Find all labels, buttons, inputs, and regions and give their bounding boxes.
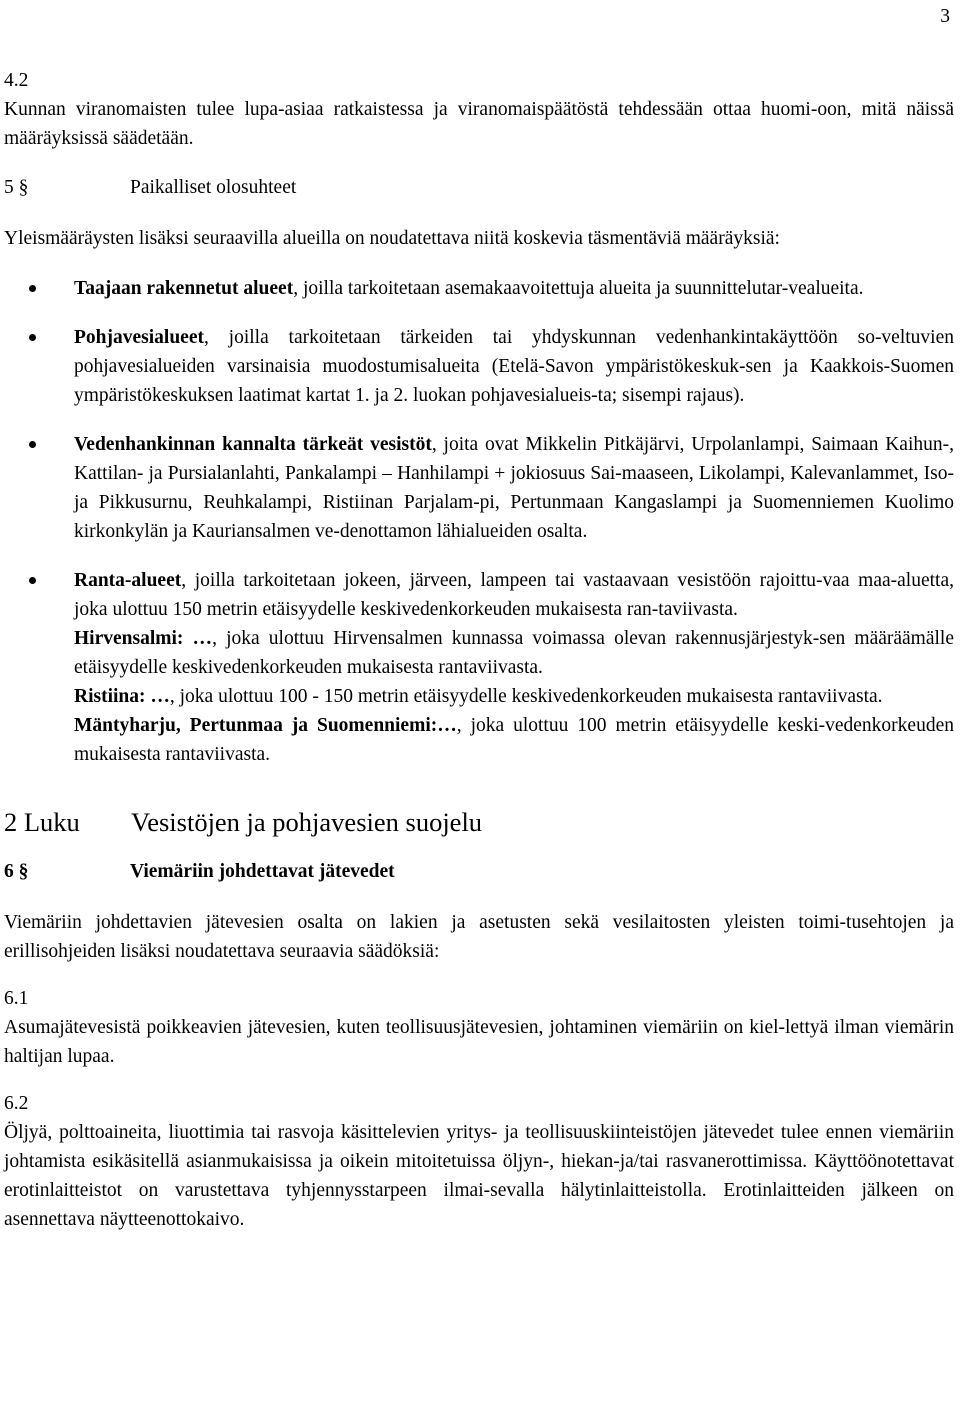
bullet-term: Pohjavesialueet <box>74 327 204 348</box>
bullet-term: Taajaan rakennetut alueet <box>74 278 294 299</box>
section-5-bullet-list <box>4 274 954 769</box>
sub-term: Hirvensalmi: … <box>74 628 213 649</box>
chapter-2-heading <box>4 805 954 839</box>
document-body <box>4 66 954 1234</box>
ranta-sub-item <box>74 682 954 711</box>
sub-6-2-number: 6.2 <box>4 1093 29 1114</box>
section-5-intro: Yleismääräysten lisäksi seuraavilla alueilla on noudatettava niitä koskevia täsmentäviä määräyksiä: <box>4 228 780 249</box>
sub-6-1-number: 6.1 <box>4 988 29 1009</box>
ranta-sub-item <box>74 624 954 682</box>
sub-6-2-text: Öljyä, polttoaineita, liuottimia tai rasvoja käsittelevien yritys- ja teollisuuskiinteistöjen jätevedet tulee ennen viemäriin johtamista esikäsitellä asianmukaisissa ja oikein mitoitetuissa öljyn-, hiekan-ja/tai rasvanerottimissa. Käyttöönotettavat erotinlaitteistot on varustettava tyhjennysstarpeen ilmai-sevalla hälytinlaitteistolla. Erotinlaitteiden jälkeen on asennettava näytteenottokaivo. <box>4 1122 954 1230</box>
bullet-text: , joita ovat Mikkelin Pitkäjärvi, Urpolanlampi, Saimaan Kaihun-, Kattilan- ja Pursialanlahti, Pankalampi – Hanhilampi + jokiosuus Sai-maaseen, Likolampi, Kalevanlammet, Iso- ja Pikkusurnu, Reuhkalampi, Ristiinan Parjalam-pi, Pertunmaan Kangaslampi ja Suomenniemen Kuolimo kirkonkylän ja Kauriansalmen ve-denottamon lähialueiden osalta. <box>74 434 954 542</box>
bullet-icon <box>29 441 36 448</box>
bullet-icon <box>29 334 36 341</box>
chapter-2-number: 2 Luku <box>4 807 80 837</box>
sub-text: , joka ulottuu Hirvensalmen kunnassa voimassa olevan rakennusjärjestyk-sen määräämälle etäisyydelle keskivedenkorkeuden mukaisesta rantaviivasta. <box>74 628 954 678</box>
list-item <box>4 430 954 546</box>
para-4-2-text: Kunnan viranomaisten tulee lupa-asiaa ratkaistessa ja viranomaispäätöstä tehdessään ottaa huomi-oon, mitä näissä määräyksissä säädetään. <box>4 99 954 149</box>
sub-term: Mäntyharju, Pertunmaa ja Suomenniemi:… <box>74 715 457 736</box>
section-5-heading <box>4 173 954 202</box>
section-6-number: 6 § <box>4 861 29 882</box>
sub-term: Ristiina: … <box>74 686 170 707</box>
bullet-term: Vedenhankinnan kannalta tärkeät vesistöt <box>74 434 432 455</box>
bullet-text: , joilla tarkoitetaan jokeen, järveen, lampeen tai vastaavaan vesistöön rajoittu-vaa maa-aluetta, joka ulottuu 150 metrin etäisyydelle keskivedenkorkeuden mukaisesta ran-taviivasta. <box>74 570 954 620</box>
list-item <box>4 323 954 410</box>
bullet-term: Ranta-alueet <box>74 570 182 591</box>
bullet-icon <box>29 577 36 584</box>
list-item <box>4 566 954 769</box>
sub-text: , joka ulottuu 100 - 150 metrin etäisyydelle keskivedenkorkeuden mukaisesta rantaviivasta. <box>169 686 883 707</box>
bullet-text: , joilla tarkoitetaan tärkeiden tai yhdyskunnan vedenhankintakäyttöön so-veltuvien pohjavesialueiden varsinaisia muodostumisalueita (Etelä-Savon ympäristökeskuk-sen ja Kaakkois-Suomen ympäristökeskuksen laatimat kartat 1. ja 2. luokan pohjavesialueis-ta; sisempi rajaus). <box>74 327 954 406</box>
section-6-heading <box>4 857 954 886</box>
section-5-title: Paikalliset olosuhteet <box>130 177 297 198</box>
list-item <box>4 274 954 303</box>
chapter-2-title: Vesistöjen ja pohjavesien suojelu <box>131 807 483 837</box>
page-number: 3 <box>940 6 950 27</box>
section-6-title: Viemäriin johdettavat jätevedet <box>130 861 395 882</box>
para-4-2-number: 4.2 <box>4 70 29 91</box>
section-6-intro: Viemäriin johdettavien jätevesien osalta on lakien ja asetusten sekä vesilaitosten yleisten toimi-tusehtojen ja erillisohjeiden lisäksi noudatettava seuraavia säädöksiä: <box>4 912 954 962</box>
bullet-icon <box>29 285 36 292</box>
bullet-text: , joilla tarkoitetaan asemakaavoitettuja alueita ja suunnittelutar-vealueita. <box>293 278 864 299</box>
section-5-number: 5 § <box>4 177 29 198</box>
sub-6-1-text: Asumajätevesistä poikkeavien jätevesien, kuten teollisuusjätevesien, johtaminen viemäriin on kiel-lettyä ilman viemärin haltijan lupaa. <box>4 1017 954 1067</box>
ranta-sub-item <box>74 711 954 769</box>
sub-text: , joka ulottuu 100 metrin etäisyydelle keski-vedenkorkeuden mukaisesta rantaviivasta. <box>74 715 954 765</box>
